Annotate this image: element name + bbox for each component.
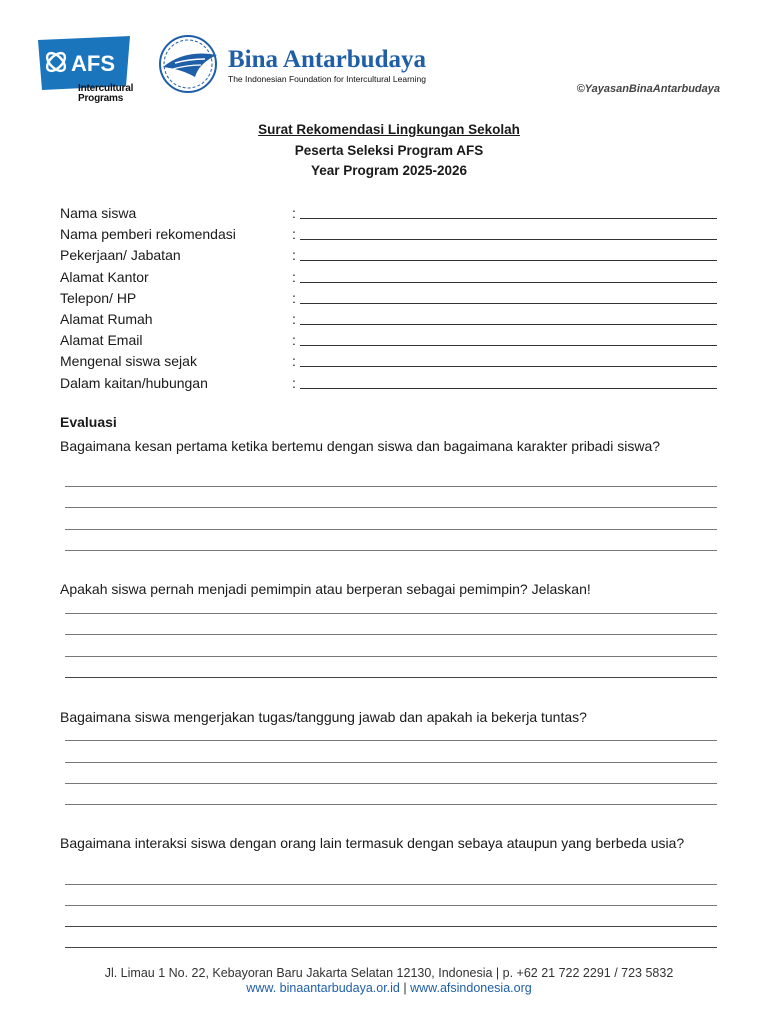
field-label: Dalam kaitan/hubungan xyxy=(60,374,208,391)
answer-line[interactable] xyxy=(65,486,717,487)
answer-line[interactable] xyxy=(65,762,717,763)
field-row-recommender-name xyxy=(60,224,717,245)
afs-subtitle: Intercultural Programs xyxy=(78,83,134,104)
field-blank-line[interactable] xyxy=(300,324,717,325)
answer-line[interactable] xyxy=(65,634,717,635)
field-label: Alamat Kantor xyxy=(60,268,149,285)
field-row-email xyxy=(60,330,717,351)
recommender-form xyxy=(60,203,717,394)
field-label: Nama siswa xyxy=(60,205,137,221)
field-blank-line[interactable] xyxy=(300,345,717,346)
footer-link-binaantarbudaya[interactable]: www. binaantarbudaya.or.id xyxy=(246,981,400,995)
answer-line[interactable] xyxy=(65,550,717,551)
question-2: Apakah siswa pernah menjadi pemimpin atau berperan sebagai pemimpin? Jelaskan! xyxy=(60,581,591,597)
title-line-1: Surat Rekomendasi Lingkungan Sekolah xyxy=(258,122,520,137)
page-footer xyxy=(0,966,768,996)
field-blank-line[interactable] xyxy=(300,303,717,304)
field-blank-line[interactable] xyxy=(300,218,717,219)
field-colon: : xyxy=(292,310,296,327)
field-blank-line[interactable] xyxy=(300,239,717,240)
answer-line[interactable] xyxy=(65,529,717,530)
field-row-home-address xyxy=(60,309,717,330)
answer-line[interactable] xyxy=(65,656,717,657)
answer-line[interactable] xyxy=(65,947,717,948)
answer-line[interactable] xyxy=(65,507,717,508)
question-3: Bagaimana siswa mengerjakan tugas/tanggung jawab dan apakah ia bekerja tuntas? xyxy=(60,709,587,725)
field-row-relationship xyxy=(60,373,717,394)
field-blank-line[interactable] xyxy=(300,366,717,367)
org-tagline: The Indonesian Foundation for Intercultural Learning xyxy=(228,74,426,84)
answer-line[interactable] xyxy=(65,905,717,906)
field-label: Telepon/ HP xyxy=(60,289,137,306)
field-row-job-title xyxy=(60,245,717,266)
document-title xyxy=(0,120,768,182)
answer-line[interactable] xyxy=(65,926,717,927)
question-4: Bagaimana interaksi siswa dengan orang lain termasuk dengan sebaya ataupun yang berbeda usia? xyxy=(60,835,685,851)
field-row-phone xyxy=(60,288,717,309)
field-label: Alamat Rumah xyxy=(60,310,153,327)
field-label: Alamat Email xyxy=(60,332,143,349)
field-blank-line[interactable] xyxy=(300,260,717,261)
field-label: Mengenal siswa sejak xyxy=(60,353,197,370)
answer-line[interactable] xyxy=(65,677,717,678)
evaluation-heading: Evaluasi xyxy=(60,414,117,430)
field-row-office-address xyxy=(60,267,717,288)
answer-line[interactable] xyxy=(65,783,717,784)
field-colon: : xyxy=(292,226,296,243)
field-blank-line[interactable] xyxy=(300,282,717,283)
afs-logo-text: AFS xyxy=(71,51,115,76)
field-blank-line[interactable] xyxy=(300,388,717,389)
field-colon: : xyxy=(292,205,296,221)
field-label: Nama pemberi rekomendasi xyxy=(60,226,236,243)
page-header xyxy=(0,0,768,120)
org-name: Bina Antarbudaya xyxy=(228,46,426,73)
answer-line[interactable] xyxy=(65,804,717,805)
field-label: Pekerjaan/ Jabatan xyxy=(60,247,181,264)
field-colon: : xyxy=(292,247,296,264)
answer-line[interactable] xyxy=(65,740,717,741)
field-colon: : xyxy=(292,374,296,391)
field-colon: : xyxy=(292,353,296,370)
field-colon: : xyxy=(292,332,296,349)
footer-link-afsindonesia[interactable]: www.afsindonesia.org xyxy=(410,981,532,995)
footer-address: Jl. Limau 1 No. 22, Kebayoran Baru Jakarta Selatan 12130, Indonesia | p. +62 21 722 2291 / 723 5832 xyxy=(104,966,674,980)
title-line-2: Peserta Seleksi Program AFS xyxy=(294,142,484,158)
bina-antarbudaya-emblem-icon xyxy=(155,33,225,95)
title-line-3: Year Program 2025-2026 xyxy=(310,163,468,178)
answer-line[interactable] xyxy=(65,884,717,885)
footer-separator: | xyxy=(403,981,407,995)
field-colon: : xyxy=(292,268,296,285)
answer-line[interactable] xyxy=(65,613,717,614)
field-row-student-name xyxy=(60,203,717,224)
field-row-known-since xyxy=(60,351,717,372)
field-colon: : xyxy=(292,289,296,306)
copyright-text: ©YayasanBinaAntarbudaya xyxy=(576,83,720,95)
question-1: Bagaimana kesan pertama ketika bertemu dengan siswa dan bagaimana karakter pribadi siswa? xyxy=(60,438,661,454)
